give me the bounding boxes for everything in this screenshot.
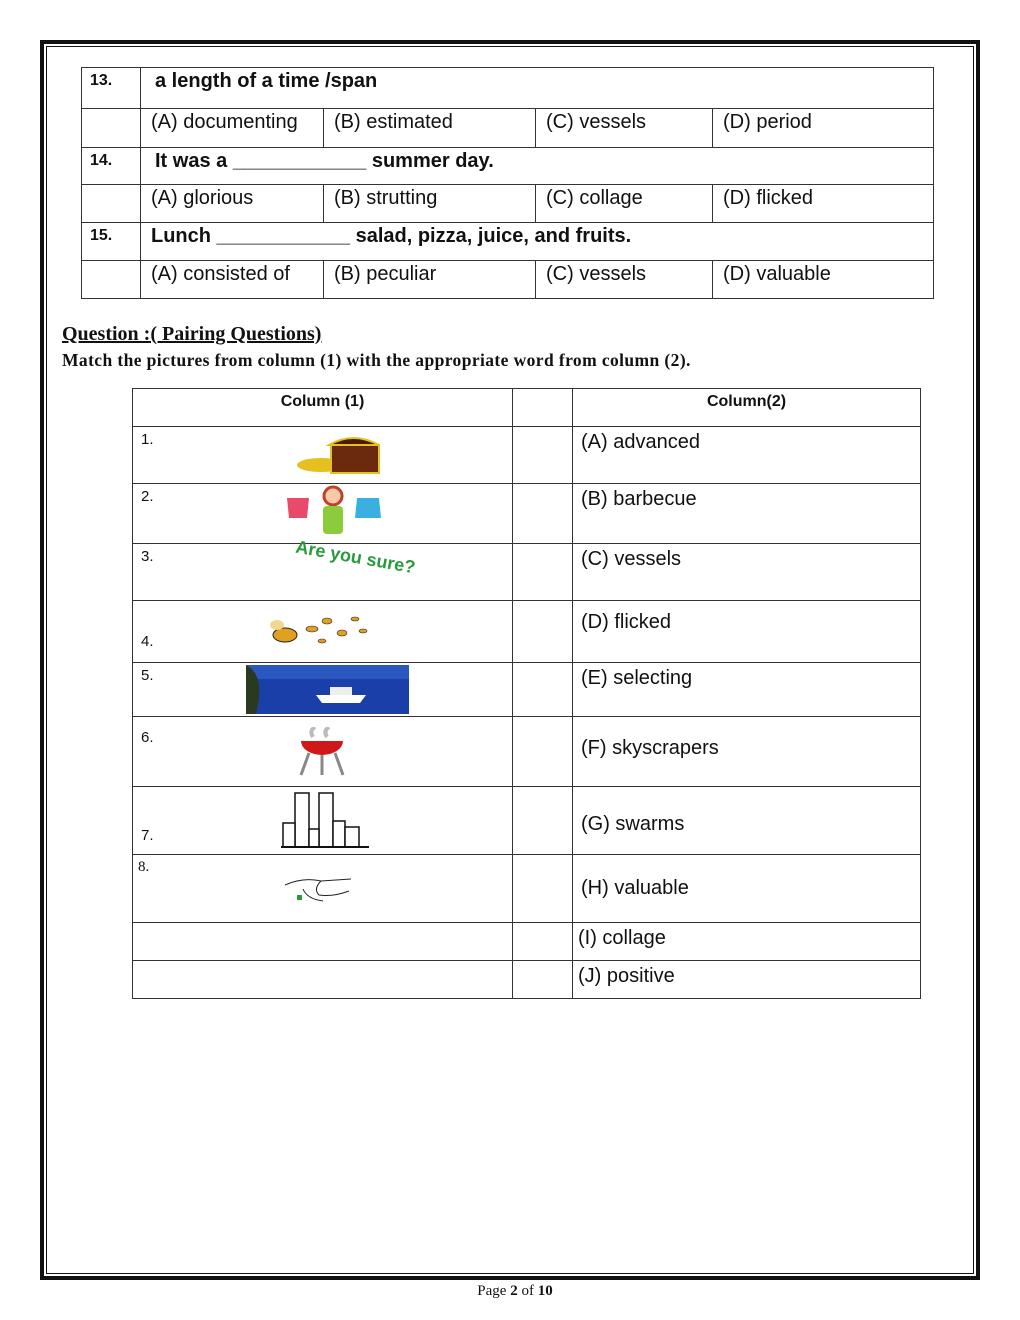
question-row (82, 223, 934, 261)
bee-swarm-icon (267, 609, 377, 651)
section-title: Question :( Pairing Questions) (62, 323, 322, 345)
word-option: (F) skyscrapers (573, 717, 921, 787)
pair-row (133, 855, 921, 923)
page-footer (0, 1283, 1020, 1300)
option: (D) valuable (713, 261, 934, 299)
footer-page-label: Page (477, 1283, 507, 1299)
question-row (82, 68, 934, 109)
word-option: (D) flicked (573, 601, 921, 663)
options-row (82, 185, 934, 223)
section-instruction: Match the pictures from column (1) with the appropriate word from column (2). (62, 350, 691, 370)
word-option: (I) collage (573, 923, 921, 961)
item-number: 2. (141, 488, 154, 505)
option: (A) glorious (141, 185, 324, 223)
question-number: 14. (82, 148, 141, 185)
word-option: (H) valuable (573, 855, 921, 923)
question-prompt: a length of a time /span (141, 68, 934, 109)
pair-row (133, 544, 921, 601)
option: (C) vessels (536, 261, 713, 299)
item-number: 4. (141, 633, 154, 650)
item-number: 8. (138, 859, 150, 875)
question-prompt: Lunch ____________ salad, pizza, juice, and fruits. (141, 223, 934, 261)
pairing-table (132, 388, 921, 999)
option: (C) vessels (536, 109, 713, 148)
word-option: (E) selecting (573, 663, 921, 717)
total-pages: 10 (537, 1283, 553, 1299)
barbecue-grill-icon (295, 727, 349, 777)
pair-row (133, 787, 921, 855)
pair-row (133, 663, 921, 717)
ship-at-sea-icon (246, 665, 409, 714)
pair-row (133, 717, 921, 787)
item-number: 7. (141, 827, 154, 844)
pair-row (133, 961, 921, 999)
option: (A) documenting (141, 109, 324, 148)
options-row (82, 109, 934, 148)
girl-with-clothes-icon (285, 484, 381, 538)
word-option: (B) barbecue (573, 484, 921, 544)
pair-row (133, 484, 921, 544)
option: (B) strutting (324, 185, 536, 223)
question-row (82, 148, 934, 185)
item-number: 3. (141, 548, 154, 565)
item-number: 6. (141, 729, 154, 746)
word-option: (J) positive (573, 961, 921, 999)
option: (B) estimated (324, 109, 536, 148)
hand-flicking-icon (283, 875, 355, 907)
treasure-chest-icon (295, 431, 381, 475)
question-prompt: It was a ____________ summer day. (141, 148, 934, 185)
pair-row (133, 427, 921, 484)
footer-of-label: of (521, 1283, 534, 1299)
current-page: 2 (510, 1283, 518, 1299)
item-number: 5. (141, 667, 154, 684)
column-2-header: Column(2) (573, 389, 921, 427)
item-number: 1. (141, 431, 154, 448)
vocabulary-table (81, 67, 934, 299)
question-number: 13. (82, 68, 141, 109)
option: (D) flicked (713, 185, 934, 223)
option: (C) collage (536, 185, 713, 223)
word-option: (C) vessels (573, 544, 921, 601)
word-option: (G) swarms (573, 787, 921, 855)
option: (D) period (713, 109, 934, 148)
skyscrapers-icon (281, 791, 371, 849)
options-row (82, 261, 934, 299)
pair-row (133, 923, 921, 961)
are-you-sure-picture: Are you sure? (294, 536, 417, 578)
column-1-header: Column (1) (133, 389, 513, 427)
option: (A) consisted of (141, 261, 324, 299)
word-option: (A) advanced (573, 427, 921, 484)
option: (B) peculiar (324, 261, 536, 299)
pair-row (133, 601, 921, 663)
question-number: 15. (82, 223, 141, 261)
